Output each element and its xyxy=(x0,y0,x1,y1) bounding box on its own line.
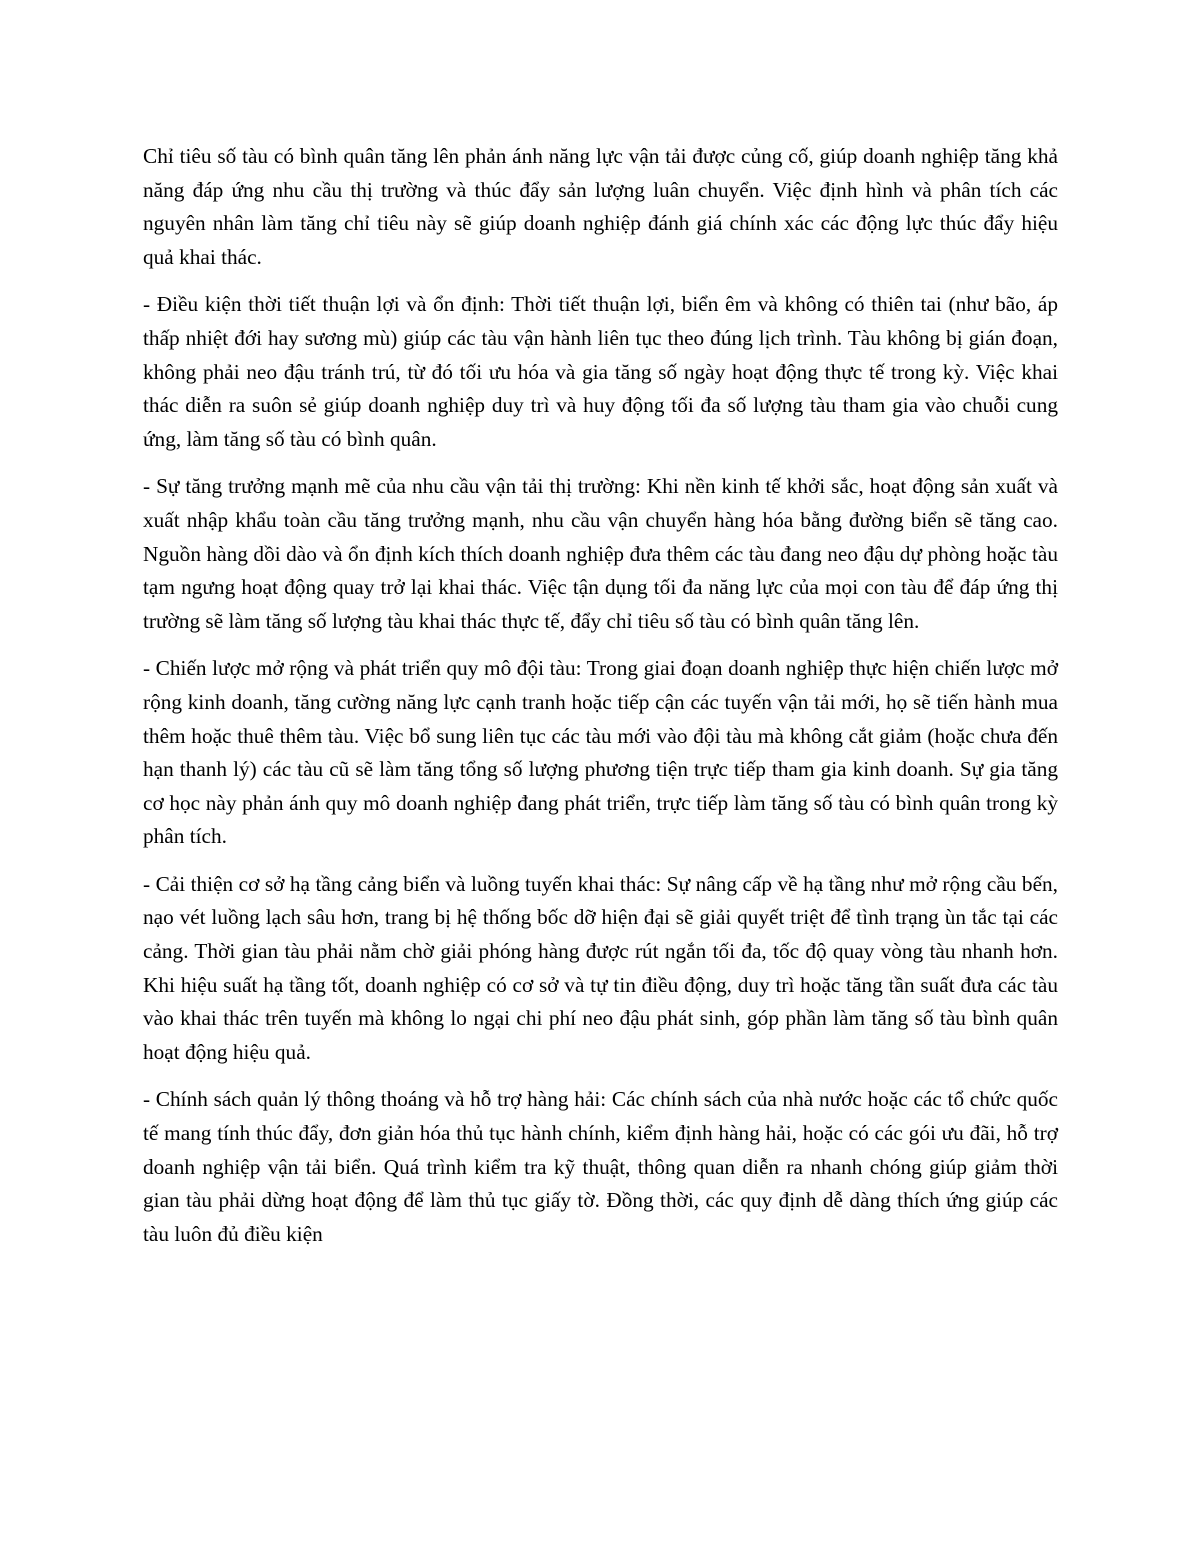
paragraph-fleet-expansion: - Chiến lược mở rộng và phát triển quy mô đội tàu: Trong giai đoạn doanh nghiệp thực hiện chiến lược mở rộng kinh doanh, tăng cường năng lực cạnh tranh hoặc tiếp cận các tuyến vận tải mới, họ sẽ tiến hành mua thêm hoặc thuê thêm tàu. Việc bổ sung liên tục các tàu mới vào đội tàu mà không cắt giảm (hoặc chưa đến hạn thanh lý) các tàu cũ sẽ làm tăng tổng số lượng phương tiện trực tiếp tham gia kinh doanh. Sự gia tăng cơ học này phản ánh quy mô doanh nghiệp đang phát triển, trực tiếp làm tăng số tàu có bình quân trong kỳ phân tích. xyxy=(143,656,1058,849)
paragraph-maritime-policy: - Chính sách quản lý thông thoáng và hỗ trợ hàng hải: Các chính sách của nhà nước hoặc các tổ chức quốc tế mang tính thúc đẩy, đơn giản hóa thủ tục hành chính, kiểm định hàng hải, hoặc có các gói ưu đãi, hỗ trợ doanh nghiệp vận tải biển. Quá trình kiểm tra kỹ thuật, thông quan diễn ra nhanh chóng giúp giảm thời gian tàu phải dừng hoạt động để làm thủ tục giấy tờ. Đồng thời, các quy định dễ dàng thích ứng giúp các tàu luôn đủ điều kiện xyxy=(143,1087,1058,1246)
intro-paragraph: Chỉ tiêu số tàu có bình quân tăng lên phản ánh năng lực vận tải được củng cố, giúp doanh nghiệp tăng khả năng đáp ứng nhu cầu thị trường và thúc đẩy sản lượng luân chuyển. Việc định hình và phân tích các nguyên nhân làm tăng chỉ tiêu này sẽ giúp doanh nghiệp đánh giá chính xác các động lực thúc đẩy hiệu quả khai thác. xyxy=(143,144,1058,269)
paragraph-weather-conditions: - Điều kiện thời tiết thuận lợi và ổn định: Thời tiết thuận lợi, biển êm và không có thiên tai (như bão, áp thấp nhiệt đới hay sương mù) giúp các tàu vận hành liên tục theo đúng lịch trình. Tàu không bị gián đoạn, không phải neo đậu tránh trú, từ đó tối ưu hóa và gia tăng số ngày hoạt động thực tế trong kỳ. Việc khai thác diễn ra suôn sẻ giúp doanh nghiệp duy trì và huy động tối đa số lượng tàu tham gia vào chuỗi cung ứng, làm tăng số tàu có bình quân. xyxy=(143,292,1058,451)
paragraph-market-demand: - Sự tăng trưởng mạnh mẽ của nhu cầu vận tải thị trường: Khi nền kinh tế khởi sắc, hoạt động sản xuất và xuất nhập khẩu toàn cầu tăng trưởng mạnh, nhu cầu vận chuyển hàng hóa bằng đường biển sẽ tăng cao. Nguồn hàng dồi dào và ổn định kích thích doanh nghiệp đưa thêm các tàu đang neo đậu dự phòng hoặc tàu tạm ngưng hoạt động quay trở lại khai thác. Việc tận dụng tối đa năng lực của mọi con tàu để đáp ứng thị trường sẽ làm tăng số lượng tàu khai thác thực tế, đẩy chỉ tiêu số tàu có bình quân tăng lên. xyxy=(143,474,1058,633)
document-body xyxy=(143,140,1058,1265)
paragraph-port-infrastructure: - Cải thiện cơ sở hạ tầng cảng biển và luồng tuyến khai thác: Sự nâng cấp về hạ tầng như mở rộng cầu bến, nạo vét luồng lạch sâu hơn, trang bị hệ thống bốc dỡ hiện đại sẽ giải quyết triệt để tình trạng ùn tắc tại các cảng. Thời gian tàu phải nằm chờ giải phóng hàng được rút ngắn tối đa, tốc độ quay vòng tàu nhanh hơn. Khi hiệu suất hạ tầng tốt, doanh nghiệp có cơ sở và tự tin điều động, duy trì hoặc tăng tần suất đưa các tàu vào khai thác trên tuyến mà không lo ngại chi phí neo đậu phát sinh, góp phần làm tăng số tàu bình quân hoạt động hiệu quả. xyxy=(143,871,1058,1064)
